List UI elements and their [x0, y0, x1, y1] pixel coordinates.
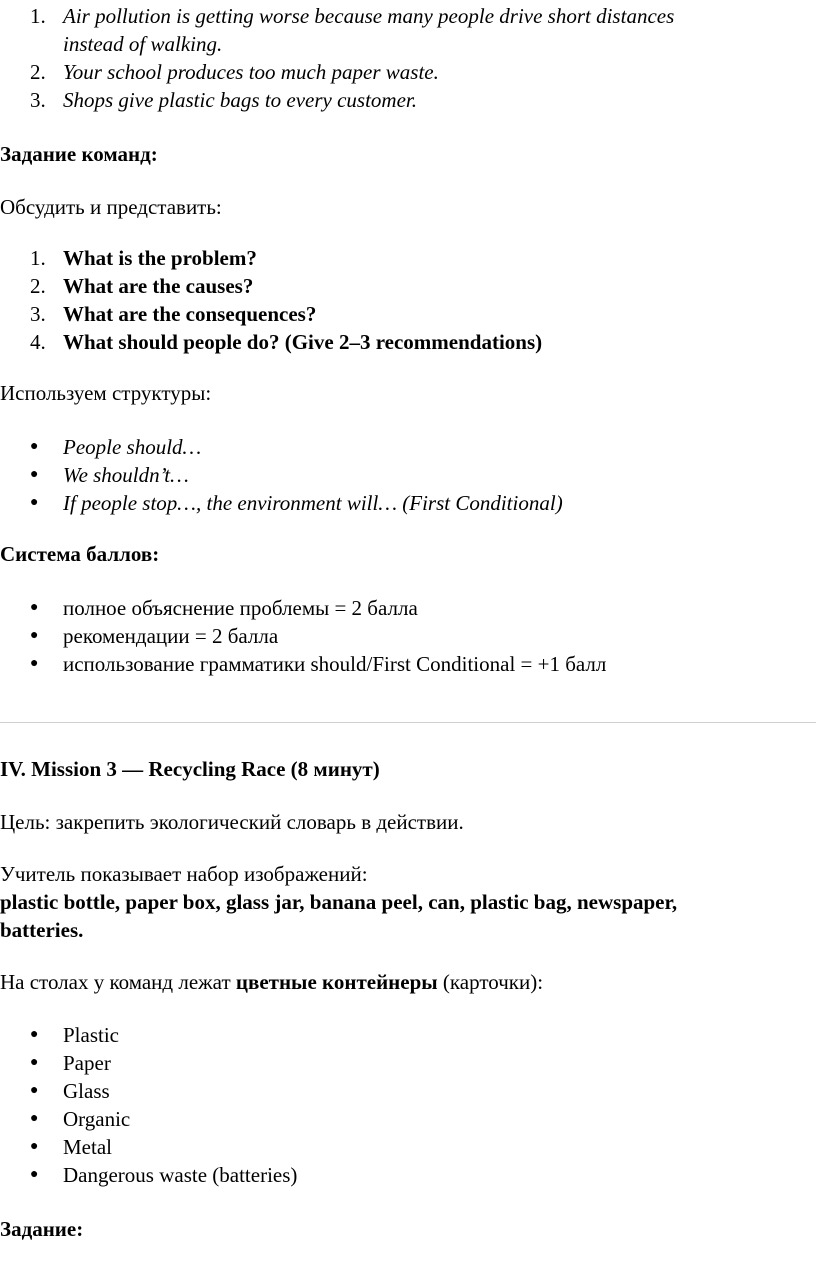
- team-task-intro: Обсудить и представить:: [0, 195, 222, 219]
- container-text: Organic: [63, 1107, 131, 1131]
- task-heading: Задание:: [0, 1217, 84, 1241]
- items-line-2: batteries.: [0, 918, 84, 942]
- tables-text-bold: цветные контейнеры: [235, 970, 438, 994]
- team-task-heading: Задание команд:: [0, 142, 158, 166]
- container-text: Dangerous waste (batteries): [63, 1163, 298, 1187]
- list-item: [0, 622, 816, 650]
- bullet-icon: ●: [30, 467, 39, 482]
- structure-text: If people stop…, the environment will… (First Conditional): [63, 491, 563, 515]
- items-line-1: plastic bottle, paper box, glass jar, banana peel, can, plastic bag, newspaper,: [0, 890, 678, 914]
- list-item: [0, 244, 816, 272]
- containers-list: [0, 1021, 816, 1189]
- container-text: Metal: [63, 1135, 112, 1159]
- scoring-list: [0, 594, 816, 678]
- list-number: 3.: [30, 302, 46, 326]
- bullet-icon: ●: [30, 600, 39, 615]
- structures-label: Используем структуры:: [0, 381, 212, 405]
- question-text: What are the consequences?: [63, 302, 317, 326]
- question-text: What are the causes?: [63, 274, 254, 298]
- list-item: [0, 650, 816, 678]
- bullet-icon: ●: [30, 1027, 39, 1042]
- question-text: What is the problem?: [63, 246, 257, 270]
- list-number: 4.: [30, 330, 46, 354]
- list-item: [0, 594, 816, 622]
- question-text: What should people do? (Give 2–3 recommendations): [63, 330, 543, 354]
- mission-goal: Цель: закрепить экологический словарь в действии.: [0, 810, 464, 834]
- section-divider: [0, 722, 816, 723]
- list-number: 2.: [30, 60, 46, 84]
- scoring-heading: Система баллов:: [0, 542, 160, 566]
- list-item: [0, 2, 816, 58]
- bullet-icon: ●: [30, 1111, 39, 1126]
- scoring-text: использование грамматики should/First Conditional = +1 балл: [63, 652, 607, 676]
- scoring-text: полное объяснение проблемы = 2 балла: [63, 596, 418, 620]
- bullet-icon: ●: [30, 439, 39, 454]
- list-item: [0, 1133, 816, 1161]
- list-item: [0, 1021, 816, 1049]
- list-item: [0, 1077, 816, 1105]
- list-text: Your school produces too much paper waste.: [63, 60, 439, 84]
- container-text: Plastic: [63, 1023, 119, 1047]
- bullet-icon: ●: [30, 628, 39, 643]
- mission-heading: IV. Mission 3 — Recycling Race (8 минут): [0, 757, 380, 781]
- structure-text: People should…: [63, 435, 202, 459]
- list-text: Shops give plastic bags to every customer.: [63, 88, 418, 112]
- list-item: [0, 328, 816, 356]
- bullet-icon: ●: [30, 1167, 39, 1182]
- list-number: 1.: [30, 246, 46, 270]
- list-text-continued: instead of walking.: [63, 32, 223, 56]
- scoring-text: рекомендации = 2 балла: [63, 624, 279, 648]
- container-text: Paper: [63, 1051, 111, 1075]
- bullet-icon: ●: [30, 1055, 39, 1070]
- list-item: [0, 461, 816, 489]
- teacher-shows-text: Учитель показывает набор изображений:: [0, 862, 368, 886]
- list-text: Air pollution is getting worse because many people drive short distances: [63, 4, 675, 28]
- list-item: [0, 1049, 816, 1077]
- bullet-icon: ●: [30, 656, 39, 671]
- questions-list: [0, 244, 816, 356]
- structures-list: [0, 433, 816, 517]
- container-text: Glass: [63, 1079, 110, 1103]
- scenario-list: [0, 2, 816, 114]
- list-item: [0, 1161, 816, 1189]
- list-number: 2.: [30, 274, 46, 298]
- tables-text-post: (карточки):: [437, 970, 544, 994]
- list-item: [0, 1105, 816, 1133]
- list-item: [0, 272, 816, 300]
- tables-text-pre: На столах у команд лежат: [0, 970, 236, 994]
- list-item: [0, 489, 816, 517]
- list-item: [0, 58, 816, 86]
- bullet-icon: ●: [30, 1083, 39, 1098]
- list-number: 1.: [30, 4, 46, 28]
- list-item: [0, 433, 816, 461]
- tables-text: [0, 968, 816, 996]
- list-item: [0, 86, 816, 114]
- list-item: [0, 300, 816, 328]
- bullet-icon: ●: [30, 1139, 39, 1154]
- list-number: 3.: [30, 88, 46, 112]
- bullet-icon: ●: [30, 495, 39, 510]
- structure-text: We shouldn’t…: [63, 463, 189, 487]
